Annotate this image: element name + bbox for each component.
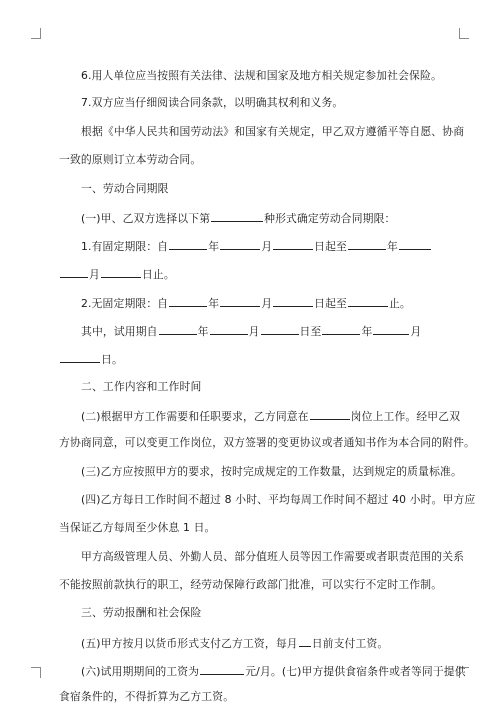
text-segment: 1.有固定期限：自 <box>81 240 169 253</box>
clause-7: 7.双方应当仔细阅读合同条款，以明确其权利和义务。 <box>81 96 344 109</box>
fill-blank <box>210 323 248 335</box>
text-segment: (五)甲方按月以货币形式支付乙方工资，每月 <box>81 637 298 650</box>
text-segment: 种形式确定劳动合同期限： <box>264 212 396 225</box>
text-segment: 月 <box>410 325 422 338</box>
text-segment: 岗位上工作。经甲乙双 <box>350 410 461 423</box>
text-segment: 2.无固定期限：自 <box>81 297 169 310</box>
fill-blank <box>373 323 409 335</box>
text-segment: 日至 <box>299 325 322 338</box>
fill-blank <box>322 323 360 335</box>
probation-line-1 <box>81 323 471 339</box>
text-segment: 年 <box>197 325 209 338</box>
text-segment: 月 <box>248 325 260 338</box>
fill-blank <box>220 238 260 250</box>
preamble-line-1: 根据《中华人民共和国劳动法》和国家有关规定，甲乙双方遵循平等自愿、协商 <box>81 125 465 138</box>
text-segment: 日。 <box>101 353 123 366</box>
exception-line-2: 不能按照前款执行的职工，经劳动保障行政部门批准，可以实行不定时工作制。 <box>59 578 443 591</box>
clause-6-7-line-1 <box>81 663 471 679</box>
fixed-term-line-1 <box>81 238 471 254</box>
fill-blank <box>399 238 431 250</box>
text-segment: (二)根据甲方工作需要和任职要求，乙方同意在 <box>81 410 309 423</box>
clause-5 <box>81 635 471 651</box>
text-segment: 年 <box>361 325 373 338</box>
text-segment: 其中，试用期自 <box>81 325 158 338</box>
text-segment: 月 <box>261 240 273 253</box>
fill-blank <box>261 323 299 335</box>
clause-2-line-1 <box>81 408 471 424</box>
fill-blank <box>273 295 313 307</box>
clause-4-line-2: 当保证乙方每周至少休息 1 日。 <box>59 521 216 534</box>
fill-blank <box>60 266 88 278</box>
crop-mark-top-right <box>459 28 469 39</box>
fill-blank <box>60 351 100 363</box>
section-heading-1: 一、劳动合同期限 <box>81 182 169 195</box>
fill-blank <box>101 266 141 278</box>
fill-blank <box>169 295 207 307</box>
clause-2-line-2: 方协商同意，可以变更工作岗位，双方签署的变更协议或者通知书作为本合同的附件。 <box>59 436 475 449</box>
crop-mark-top-left <box>31 28 41 39</box>
fill-blank <box>211 210 263 222</box>
text-segment: 止。 <box>388 297 411 310</box>
text-segment: 日止。 <box>141 268 175 281</box>
text-segment: 年 <box>208 240 220 253</box>
clause-7-line-2: 食宿条件的，不得折算为乙方工资。 <box>59 690 235 703</box>
section-heading-3: 三、劳动报酬和社会保险 <box>81 606 202 619</box>
fill-blank <box>200 663 244 675</box>
clause-3: (三)乙方应按照甲方的要求，按时完成规定的工作数量，达到规定的质量标准。 <box>81 465 462 478</box>
fill-blank <box>159 323 197 335</box>
section-heading-2: 二、工作内容和工作时间 <box>81 380 202 393</box>
exception-line-1: 甲方高级管理人员、外勤人员、部分值班人员等因工作需要或者职责范围的关系 <box>81 550 465 563</box>
text-segment: 日前支付工资。 <box>311 637 389 650</box>
fill-blank <box>348 295 388 307</box>
fill-blank <box>348 238 386 250</box>
text-segment: 月 <box>89 268 100 281</box>
fill-blank <box>310 408 350 420</box>
probation-line-2 <box>59 351 449 367</box>
crop-mark-bottom-left <box>31 667 41 678</box>
fixed-term-line-2 <box>59 266 449 282</box>
text-segment: 月 <box>261 297 273 310</box>
fill-blank <box>220 295 260 307</box>
clause-6: 6.用人单位应当按照有关法律、法规和国家及地方相关规定参加社会保险。 <box>81 69 442 82</box>
clause-term-choice <box>81 210 471 226</box>
clause-4-line-1: (四)乙方每日工作时间不超过 8 小时、平均每周工作时间不超过 40 小时。甲方应 <box>81 493 476 506</box>
preamble-line-2: 一致的原则订立本劳动合同。 <box>59 153 202 166</box>
text-segment: 年 <box>386 240 398 253</box>
text-segment: 日起至 <box>314 297 347 310</box>
text-segment: 元/月。(七)甲方提供食宿条件或者等同于提供 <box>245 665 466 678</box>
open-term-line <box>81 295 471 311</box>
text-segment: (六)试用期期间的工资为 <box>81 665 200 678</box>
text-segment: 日起至 <box>314 240 347 253</box>
text-segment: (一)甲、乙双方选择以下第 <box>81 212 211 225</box>
fill-blank <box>273 238 313 250</box>
fill-blank <box>299 635 311 647</box>
text-segment: 年 <box>208 297 220 310</box>
fill-blank <box>169 238 207 250</box>
